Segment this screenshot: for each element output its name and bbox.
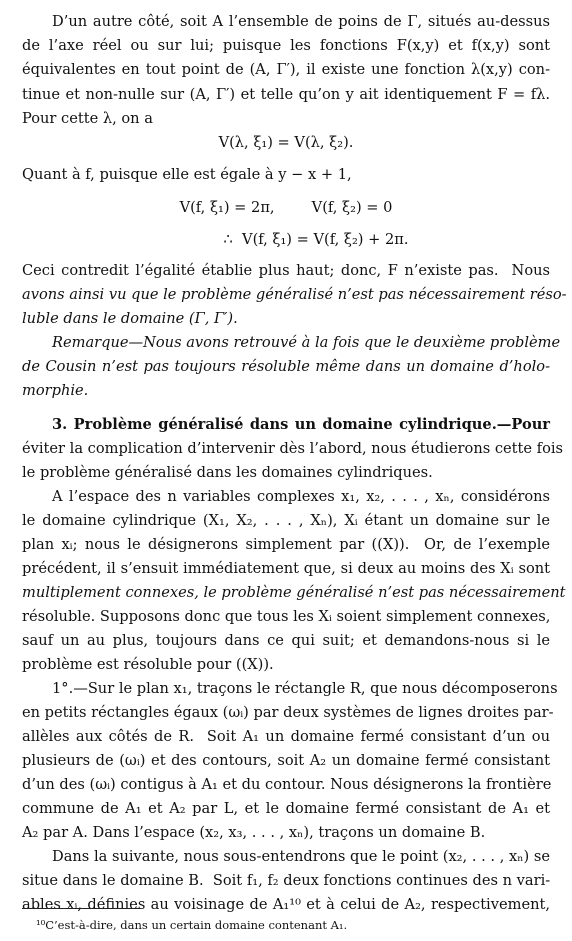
text-line: en petits réctangles égaux (ωᵢ) par deux systèmes de lignes droites par- — [22, 704, 554, 721]
text-line: plan xᵢ; nous le désignerons simplement par ((X)). Or, de l’exemple — [22, 536, 550, 553]
text-line: le problème généralisé dans les domaines cylindriques. — [22, 464, 433, 481]
text-line: Quant à f, puisque elle est égale à y − x + 1, — [22, 166, 352, 183]
footnote: ¹⁰C’est-à-dire, dans un certain domaine contenant A₁. — [36, 918, 348, 932]
section-heading: 3. Problème généralisé dans un domaine cylindrique.—Pour — [52, 416, 550, 433]
equation: ∴ V(f, ξ₁) = V(f, ξ₂) + 2π. — [223, 231, 409, 248]
text-line: d’un des (ωᵢ) contigus à A₁ et du contour. Nous désignerons la frontière — [22, 776, 552, 793]
text-line: commune de A₁ et A₂ par L, et le domaine fermé consistant de A₁ et — [22, 800, 550, 817]
equation: V(λ, ξ₁) = V(λ, ξ₂). — [218, 134, 354, 151]
text-line: de l’axe réel ou sur lui; puisque les fonctions F(x,y) et f(x,y) sont — [22, 37, 550, 54]
text-line: multiplement connexes, le problème généralisé n’est pas nécessairement — [22, 584, 566, 601]
text-line: situe dans le domaine B. Soit f₁, f₂ deux fonctions continues des n vari- — [22, 872, 551, 889]
text-line: précédent, il s’ensuit immédiatement que, si deux au moins des Xᵢ sont — [22, 560, 550, 577]
text-line: résoluble. Supposons donc que tous les Xᵢ soient simplement connexes, — [22, 608, 551, 625]
text-line: Dans la suivante, nous sous-entendrons que le point (x₂, . . . , xₙ) se — [52, 848, 550, 865]
text-line: le domaine cylindrique (X₁, X₂, . . . , Xₙ), Xᵢ étant un domaine sur le — [22, 512, 550, 529]
text-line: problème est résoluble pour ((X)). — [22, 656, 274, 673]
remark-line: Remarque—Nous avons retrouvé à la fois que le deuxième problème — [52, 334, 561, 351]
text-line: éviter la complication d’intervenir dès l’abord, nous étudierons cette fois — [22, 440, 564, 457]
text-line: Ceci contredit l’égalité établie plus haut; donc, F n’existe pas. Nous — [22, 262, 550, 279]
text-line: luble dans le domaine (Γ, Γ′). — [22, 310, 238, 327]
text-line: 1°.—Sur le plan x₁, traçons le réctangle R, que nous décomposerons — [52, 680, 558, 697]
text-line: ables xᵢ, définies au voisinage de A₁¹⁰ et à celui de A₂, respectivement, — [22, 896, 550, 913]
text-line: A₂ par A. Dans l’espace (x₂, x₃, . . . , xₙ), traçons un domaine B. — [22, 824, 486, 841]
equation: V(f, ξ₁) = 2π, V(f, ξ₂) = 0 — [179, 199, 393, 216]
text-line: allèles aux côtés de R. Soit A₁ un domaine fermé consistant d’un ou — [22, 728, 550, 745]
text-line: plusieurs de (ωᵢ) et des contours, soit A₂ un domaine fermé consistant — [22, 752, 550, 769]
text-line: Pour cette λ, on a — [22, 110, 153, 127]
footnote-rule — [22, 908, 140, 909]
remark-line: morphie. — [22, 382, 89, 399]
remark-line: de Cousin n’est pas toujours résoluble même dans un domaine d’holo- — [22, 358, 550, 375]
text-line: avons ainsi vu que le problème généralisé n’est pas nécessairement réso- — [22, 286, 567, 303]
text-line: D’un autre côté, soit A l’ensemble de poins de Γ, situés au-dessus — [52, 13, 550, 30]
text-line: A l’espace des n variables complexes x₁, x₂, . . . , xₙ, considérons — [52, 488, 550, 505]
text-line: sauf un au plus, toujours dans ce qui suit; et demandons-nous si le — [22, 632, 550, 649]
text-line: équivalentes en tout point de (A, Γ′), il existe une fonction λ(x,y) con- — [22, 61, 550, 78]
text-line: tinue et non-nulle sur (A, Γ′) et telle qu’on y ait identiquement F = fλ. — [22, 86, 550, 103]
